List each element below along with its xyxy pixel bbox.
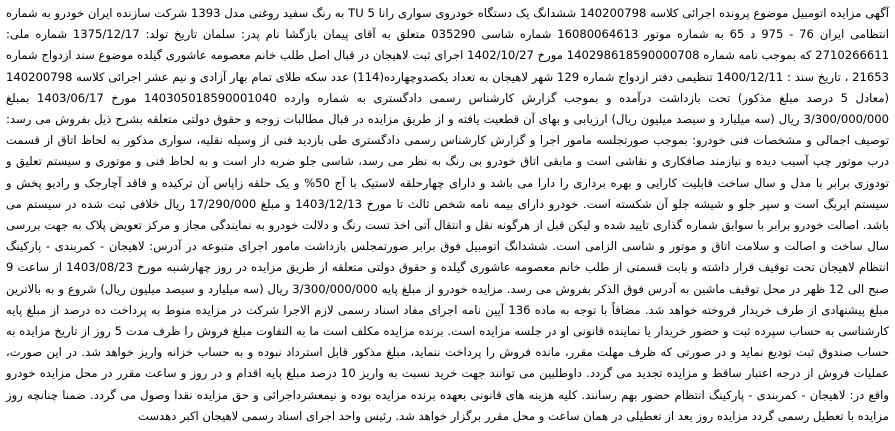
auction-notice-text: آگهی مزایده اتومبیل موضوع پرونده اجرائی کلاسه 140200798 ششدانگ یک دستگاه خودروی سواری رانا TU 5 به رنگ سفید روغنی مدل 1393 شرکت سازنده ایران خودرو به شماره انتظامی ایران 76 - 975 د 65 به شماره موتور 16080064613 شماره شاسی 035290 متعلق به آقای پیمان بازگشا نام پدر: سلمان تاریخ تولد: 1375/12/17 شماره ملی: 2710266611 که بموجب نامه شماره 140298618590000708 مورخ 1402/10/27 اجرای ثبت لاهیجان در قبال اصل طلب خانم معصومه عاشوری گیلده موضوع سند ازدواج شماره 21653 ، تاریخ سند : 1400/12/11 تنظیمی دفتر ازدواج شماره 129 شهر لاهیجان به تعداد یکصدوچهارده(114) عدد سکه طلای تمام بهار آزادی و نیم عشر اجرائی کلاسه 140200798 (معادل 5 درصد مبلغ مذکور) تحت بازداشت درآمده و بموجب گزارش کارشناس رسمی دادگستری به شماره وارده 140305018590001040 مورخ 1403/06/17 بمبلغ 3/300/000/000 ریال (سه میلیارد و سیصد میلیون ریال) ارزیابی و بهای آن قطعیت یافته و از طریق مزایده در قبال مطالبات زوجه و حقوق دولتی متعلقه بشرح ذیل بفروش می رسد: توصیف اجمالی و مشخصات فنی خودرو: بموجب صورتجلسه مامور اجرا و گزارش کارشناس رسمی دادگستری طی بازدید فنی از وسیله نقلیه، سواری مذکور به لحاظ اتاق از قسمت درب موتور چپ آسیب دیده و نیازمند صافکاری و نقاشی است و مابقی اتاق خودرو بی رنگ به نظر می رسد، شاسی جلو ضربه دار است و به لحاظ فنی و موتوری و سیستم تعلیق و تودوزی برابر با مدل و سال ساخت قابلیت کارایی و بهره برداری را دارا می باشد و دارای چهارحلقه لاستیک با آج 50% و یک حلقه زاپاس آن ترکیده و فاقد آچارجک و رادیو پخش و سیستم ایربگ است و سپر جلو و شیشه جلو آن شکسته است. خودرو دارای بیمه نامه شخص ثالث تا مورخ 1403/12/13 و مبلغ 17/290/000 ریال خلافی ثبت شده در سیستم می باشد. اصالت خودرو برابر با سوابق شماره گذاری تایید شده و لیکن قبل از هرگونه نقل و انتقال آتی اخذ تست رنگ و دلالت خودرو به نمایندگی مجاز و مرکز تعویض پلاک به جهت بررسی سال ساخت و اصالت و سلامت اتاق و موتور و شاسی الزامی است. ششدانگ اتومبیل فوق برابر صورتمجلس بازداشت مامور اجرای متبوعه در آدرس: لاهیجان - کمربندی - پارکینگ انتظام لاهیجان تحت توقیف قرار داشته و بابت قسمتی از طلب خانم معصومه عاشوری گیلده و حقوق دولتی متعلقه از طریق مزایده در روز چهارشنبه مورخ 1403/08/23 از ساعت 9 صبح الی 12 ظهر در محل توقیف ماشین به آدرس فوق الذکر بفروش می رسد. مزایده خودرو از مبلغ پایه 3/300/000/000 ریال (سه میلیارد و سیصد میلیون ریال) شروع و به بالاترین مبلغ پیشنهادی از طرف خریدار فروخته خواهد شد. مضافاً با توجه به ماده 136 آیین نامه اجرای مفاد اسناد رسمی لازم الاجرا شرکت در مزایده منوط به پرداخت ده درصد از مبلغ پایه کارشناسی به حساب سپرده ثبت و حضور خریدار یا نماینده قانونی او در جلسه مزایده است. برنده مزایده مکلف است ما به التفاوت مبلغ فروش را ظرف مدت 5 روز از تاریخ مزایده به حساب صندوق ثبت تودیع نماید و در صورتی که ظرف مهلت مقرر، مانده فروش را پرداخت ننماید، مبلغ مذکور قابل استرداد نبوده و به حساب خزانه واریز خواهد شد. در این صورت، عملیات فروش از درجه اعتبار ساقط و مزایده تجدید می گردد. داوطلبین می توانند جهت خرید نسبت به واریز 10 درصد مبلغ پایه اقدام و در روز و ساعت مقرر در محل مزایده خودرو واقع در: لاهیجان - کمربندی - پارکینگ انتظام حضور بهم رسانند. کلیه هزینه های قانونی بعهده برنده مزایده بوده و نیمعشرداجرائی و حق مزایده نقدا وصول می گردد. ضمنا چنانچه روز مزایده با تعطیل رسمی گردد مزایده روز بعد از تعطیلی در همان ساعت و محل مقرر برگزار خواهد شد. رئیس واحد اجرای اسناد رسمی لاهیجان اکبر دهدست: [6, 6, 890, 423]
